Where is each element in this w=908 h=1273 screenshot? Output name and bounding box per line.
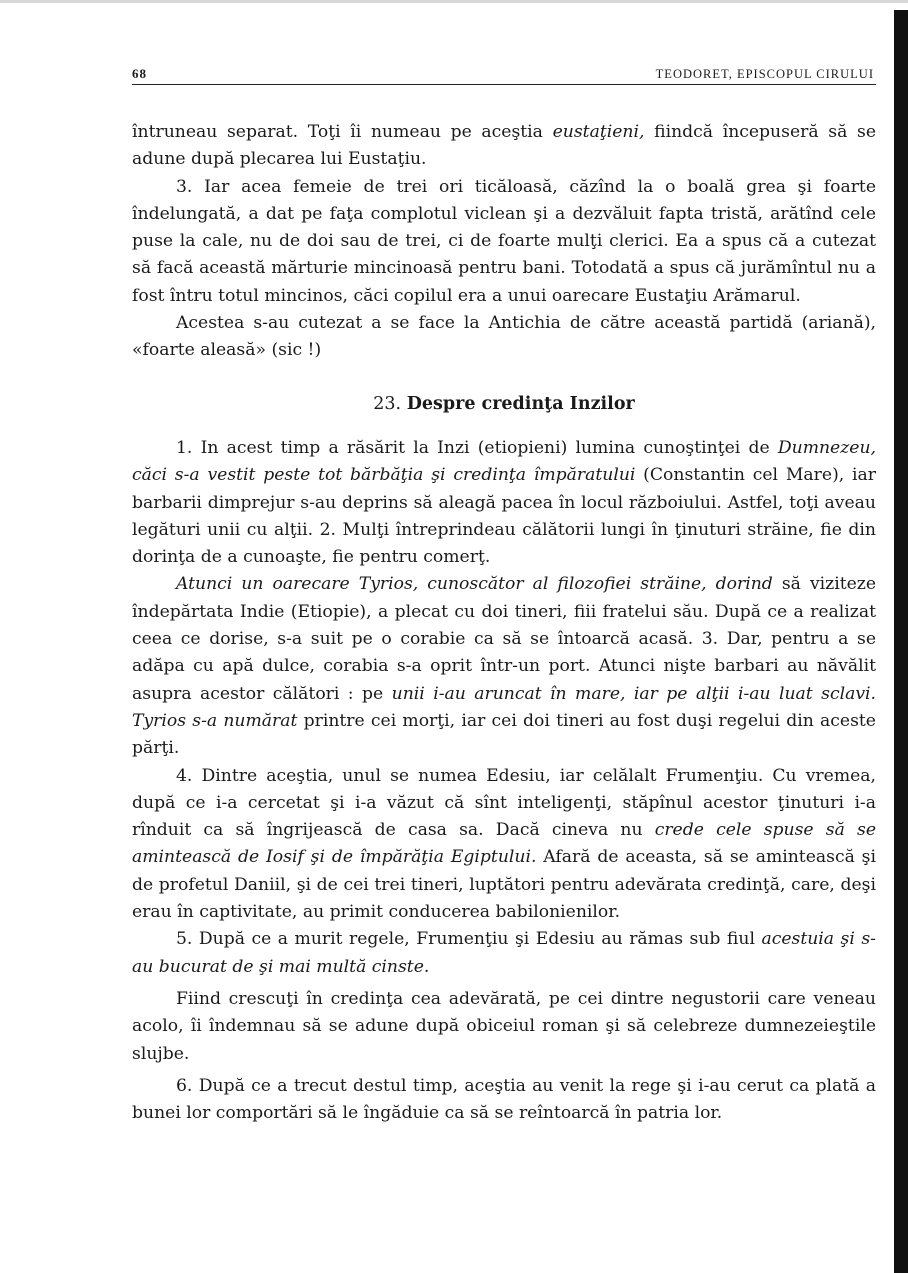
body-text (132, 119, 876, 1127)
section-number: 23. (373, 393, 402, 414)
paragraph-continuation: întruneau separat. Toţi îi numeau pe aceştia eustaţieni, fiindcă începuseră să se adune după plecarea lui Eustaţiu. (132, 122, 876, 170)
italic-term: eustaţieni, (552, 122, 645, 142)
paragraph: 5. După ce a murit regele, Frumenţiu şi Edesiu au rămas sub fiul acestuia şi s-au bucurat de şi mai multă cinste. (132, 929, 876, 977)
italic-phrase: Atunci un oarecare Tyrios, cunoscător al filozofiei străine, dorind (176, 574, 773, 595)
italic-phrase: unii i-au aruncat în mare, iar pe alţii i-au luat sclavi. Tyrios s-a numărat (132, 683, 876, 731)
page-number: 68 (132, 66, 147, 81)
scan-right-edge (894, 10, 908, 1273)
paragraph: Acestea s-au cutezat a se face la Antichia de către această partidă (ariană), «foarte aleasă» (sic !) (132, 313, 876, 361)
scan-top-edge (0, 0, 908, 3)
italic-phrase: crede cele spuse să se amintească de Iosif şi de împărăţia Egiptului. (132, 820, 877, 868)
running-header (132, 62, 876, 85)
italic-phrase: acestuia şi s-au bucurat de şi mai multă cinste. (132, 929, 876, 977)
running-title: TEODORET, EPISCOPUL CIRULUI (655, 67, 874, 81)
italic-phrase: Dumnezeu, căci s-a vestit peste tot bărbăţia şi credinţa împăratului (132, 437, 876, 486)
paragraph: 1. In acest timp a răsărit la Inzi (etiopieni) lumina cunoştinţei de Dumnezeu, căci s-a vestit peste tot bărbăţia şi credinţa împăratului (Constantin cel Mare), iar barbarii dimprejur s-au deprins să aleagă pacea în locul războiului. Astfel, toţi aveau legături unii cu alţii. 2. Mulţi întreprindeau călătorii lungi în ţinuturi străine, fie din dorinţa de a cunoaşte, fie pentru comerţ. (132, 437, 876, 568)
paragraph: 3. Iar acea femeie de trei ori ticăloasă, căzînd la o boală grea şi foarte îndelungată, a dat pe faţa complotul viclean şi a dezvăluit fapta tristă, arătînd cele puse la cale, nu de doi sau de trei, ci de foarte mulţi clerici. Ea a spus că a cutezat să facă această mărturie mincinoasă pentru bani. Totodată a spus că jurămîntul nu a fost întru totul mincinos, căci copilul era a unui oarecare Eustaţiu Arămarul. (132, 176, 876, 306)
section-title: Despre credinţa Inzilor (406, 393, 635, 414)
paragraph: Fiind crescuţi în credinţa cea adevărată, pe cei dintre negustorii care veneau acolo, îi îndemnau să se adune după obiceiul roman şi să celebreze dumnezeieştile slujbe. (132, 988, 876, 1064)
section-heading (132, 391, 876, 418)
book-page (132, 62, 876, 1127)
paragraph: Atunci un oarecare Tyrios, cunoscător al filozofiei străine, dorind să viziteze îndepărtata Indie (Etiopie), a plecat cu doi tineri, fiii fratelui său. După ce a realizat ceea ce dorise, s-a suit pe o corabie ca să se întoarcă acasă. 3. Dar, pentru a se adăpa cu apă dulce, corabia s-a oprit într-un port. Atunci nişte barbari au năvălit asupra acestor călători : pe unii i-au aruncat în mare, iar pe alţii i-au luat sclavi. Tyrios s-a numărat printre cei morţi, iar cei doi tineri au fost duşi regelui din aceste părţi. (132, 574, 877, 759)
paragraph: 4. Dintre aceştia, unul se numea Edesiu, iar celălalt Frumenţiu. Cu vremea, după ce i-a cercetat şi i-a văzut că sînt inteligenţi, stăpînul acestor ţinuturi i-a rînduit ca să îngrijească de casa sa. Dacă cineva nu crede cele spuse să se amintească de Iosif şi de împărăţia Egiptului. Afară de aceasta, să se amintească şi de profetul Daniil, şi de cei trei tineri, luptători pentru adevărata credinţă, care, deşi erau în captivitate, au primit conducerea babilonienilor. (132, 765, 877, 923)
paragraph: 6. După ce a trecut destul timp, aceştia au venit la rege şi i-au cerut ca plată a bunei lor comportări să le îngăduie ca să se reîntoarcă în patria lor. (132, 1075, 876, 1124)
